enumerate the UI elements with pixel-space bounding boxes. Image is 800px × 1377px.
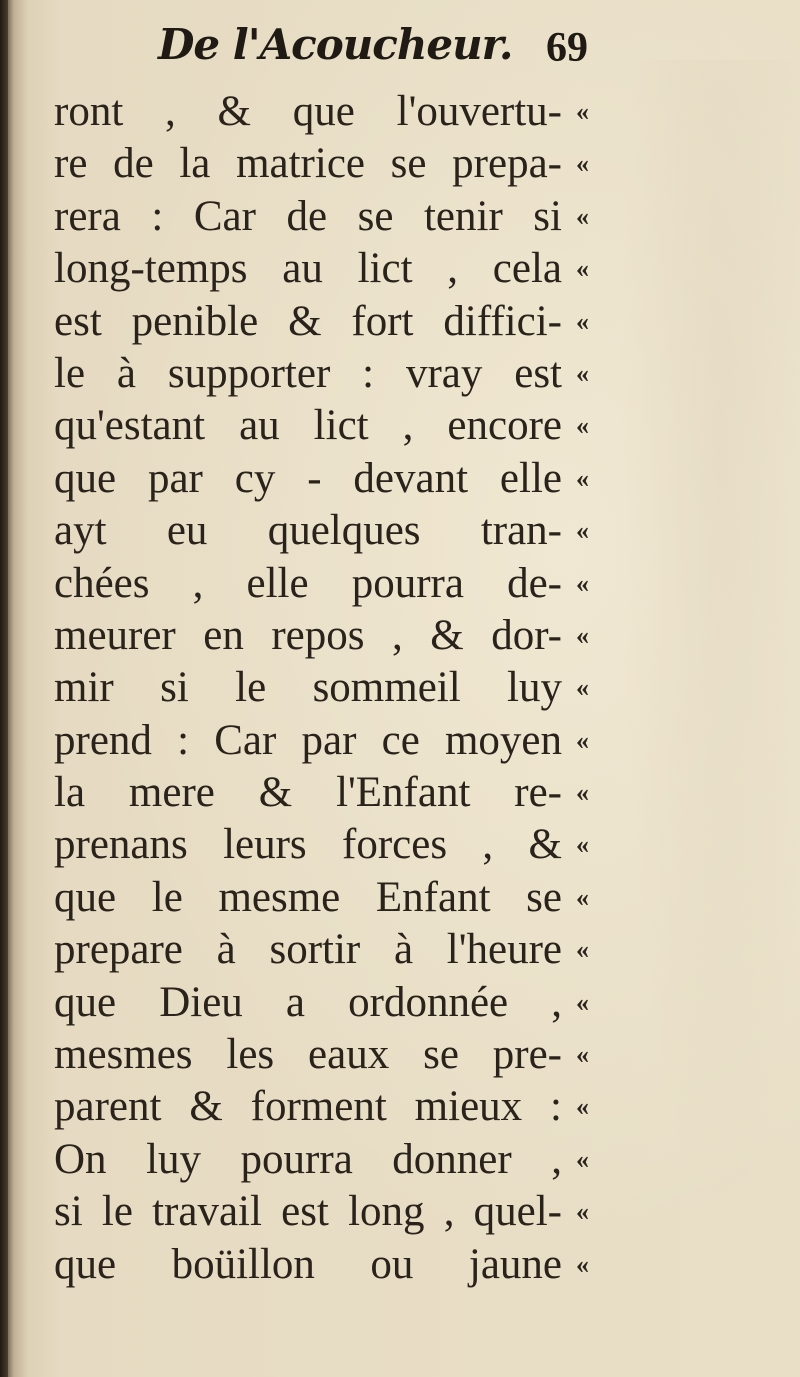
quote-mark: « — [576, 254, 589, 284]
text-line — [54, 1186, 610, 1238]
text-line — [54, 453, 610, 505]
body-text — [54, 86, 610, 1291]
text-line — [54, 348, 610, 400]
quote-mark: « — [576, 673, 589, 703]
quote-mark: « — [576, 463, 589, 493]
line-text: que le mesme Enfant se — [54, 873, 562, 921]
quote-mark: « — [576, 358, 589, 388]
quote-mark: « — [576, 149, 589, 179]
text-line — [54, 715, 610, 767]
text-line — [54, 558, 610, 610]
text-line — [54, 610, 610, 662]
quote-mark: « — [576, 306, 589, 336]
line-text: chées , elle pourra de- — [54, 559, 562, 607]
text-line — [54, 819, 610, 871]
line-text: rera : Car de se tenir si — [54, 192, 562, 240]
line-text: meurer en repos , & dor- — [54, 611, 562, 659]
quote-mark: « — [576, 620, 589, 650]
text-line — [54, 662, 610, 714]
quote-mark: « — [576, 935, 589, 965]
line-text: que boüillon ou jaune — [54, 1240, 562, 1288]
text-line — [54, 1029, 610, 1081]
quote-mark: « — [576, 97, 589, 126]
page-number: 69 — [546, 25, 588, 71]
show-through-area — [600, 60, 800, 1360]
book-gutter — [0, 0, 8, 1377]
line-text: parent & forment mieux : — [54, 1083, 562, 1131]
quote-mark: « — [576, 201, 589, 231]
line-text: ayt eu quelques tran- — [54, 507, 562, 555]
quote-mark: « — [576, 1144, 589, 1174]
quote-mark: « — [576, 1092, 589, 1122]
line-text: est penible & fort diffici- — [54, 297, 562, 345]
line-text: qu'estant au lict , encore — [54, 402, 562, 450]
text-line — [54, 1134, 610, 1186]
quote-mark: « — [576, 882, 589, 912]
line-text: mesmes les eaux se pre- — [54, 1031, 562, 1079]
line-text: mir si le sommeil luy — [54, 664, 562, 712]
text-line — [54, 872, 610, 924]
quote-mark: « — [576, 778, 589, 808]
line-text: que Dieu a ordonnée , — [54, 978, 562, 1026]
line-text: long-temps au lict , cela — [54, 245, 562, 293]
text-line — [54, 1081, 610, 1133]
text-line — [54, 767, 610, 819]
line-text: On luy pourra donner , — [54, 1135, 562, 1183]
line-text: prepare à sortir à l'heure — [54, 926, 562, 974]
text-line — [54, 243, 610, 295]
line-text: la mere & l'Enfant re- — [54, 769, 562, 817]
text-line — [54, 924, 610, 976]
quote-mark: « — [576, 830, 589, 860]
quote-mark: « — [576, 568, 589, 598]
text-line — [54, 400, 610, 452]
page-header — [158, 14, 618, 84]
line-text: prenans leurs forces , & — [54, 821, 562, 869]
quote-mark: « — [576, 516, 589, 546]
quote-mark: « — [576, 725, 589, 755]
text-line — [54, 86, 610, 138]
running-head: De l'Acoucheur. — [158, 20, 513, 69]
text-line — [54, 138, 610, 190]
line-text: prend : Car par ce moyen — [54, 716, 562, 764]
quote-mark: « — [576, 411, 589, 441]
line-text: le à supporter : vray est — [54, 349, 562, 397]
line-text: re de la matrice se prepa- — [54, 140, 562, 188]
line-text: ront , & que l'ouvertu- — [54, 88, 562, 135]
quote-mark: « — [576, 1197, 589, 1227]
text-line — [54, 977, 610, 1029]
line-text: que par cy - devant elle — [54, 454, 562, 502]
line-text: si le travail est long , quel- — [54, 1188, 562, 1236]
quote-mark: « — [576, 1249, 589, 1279]
text-line — [54, 505, 610, 557]
quote-mark: « — [576, 1040, 589, 1070]
text-line — [54, 296, 610, 348]
text-line — [54, 191, 610, 243]
quote-mark: « — [576, 987, 589, 1017]
text-line — [54, 1239, 610, 1291]
